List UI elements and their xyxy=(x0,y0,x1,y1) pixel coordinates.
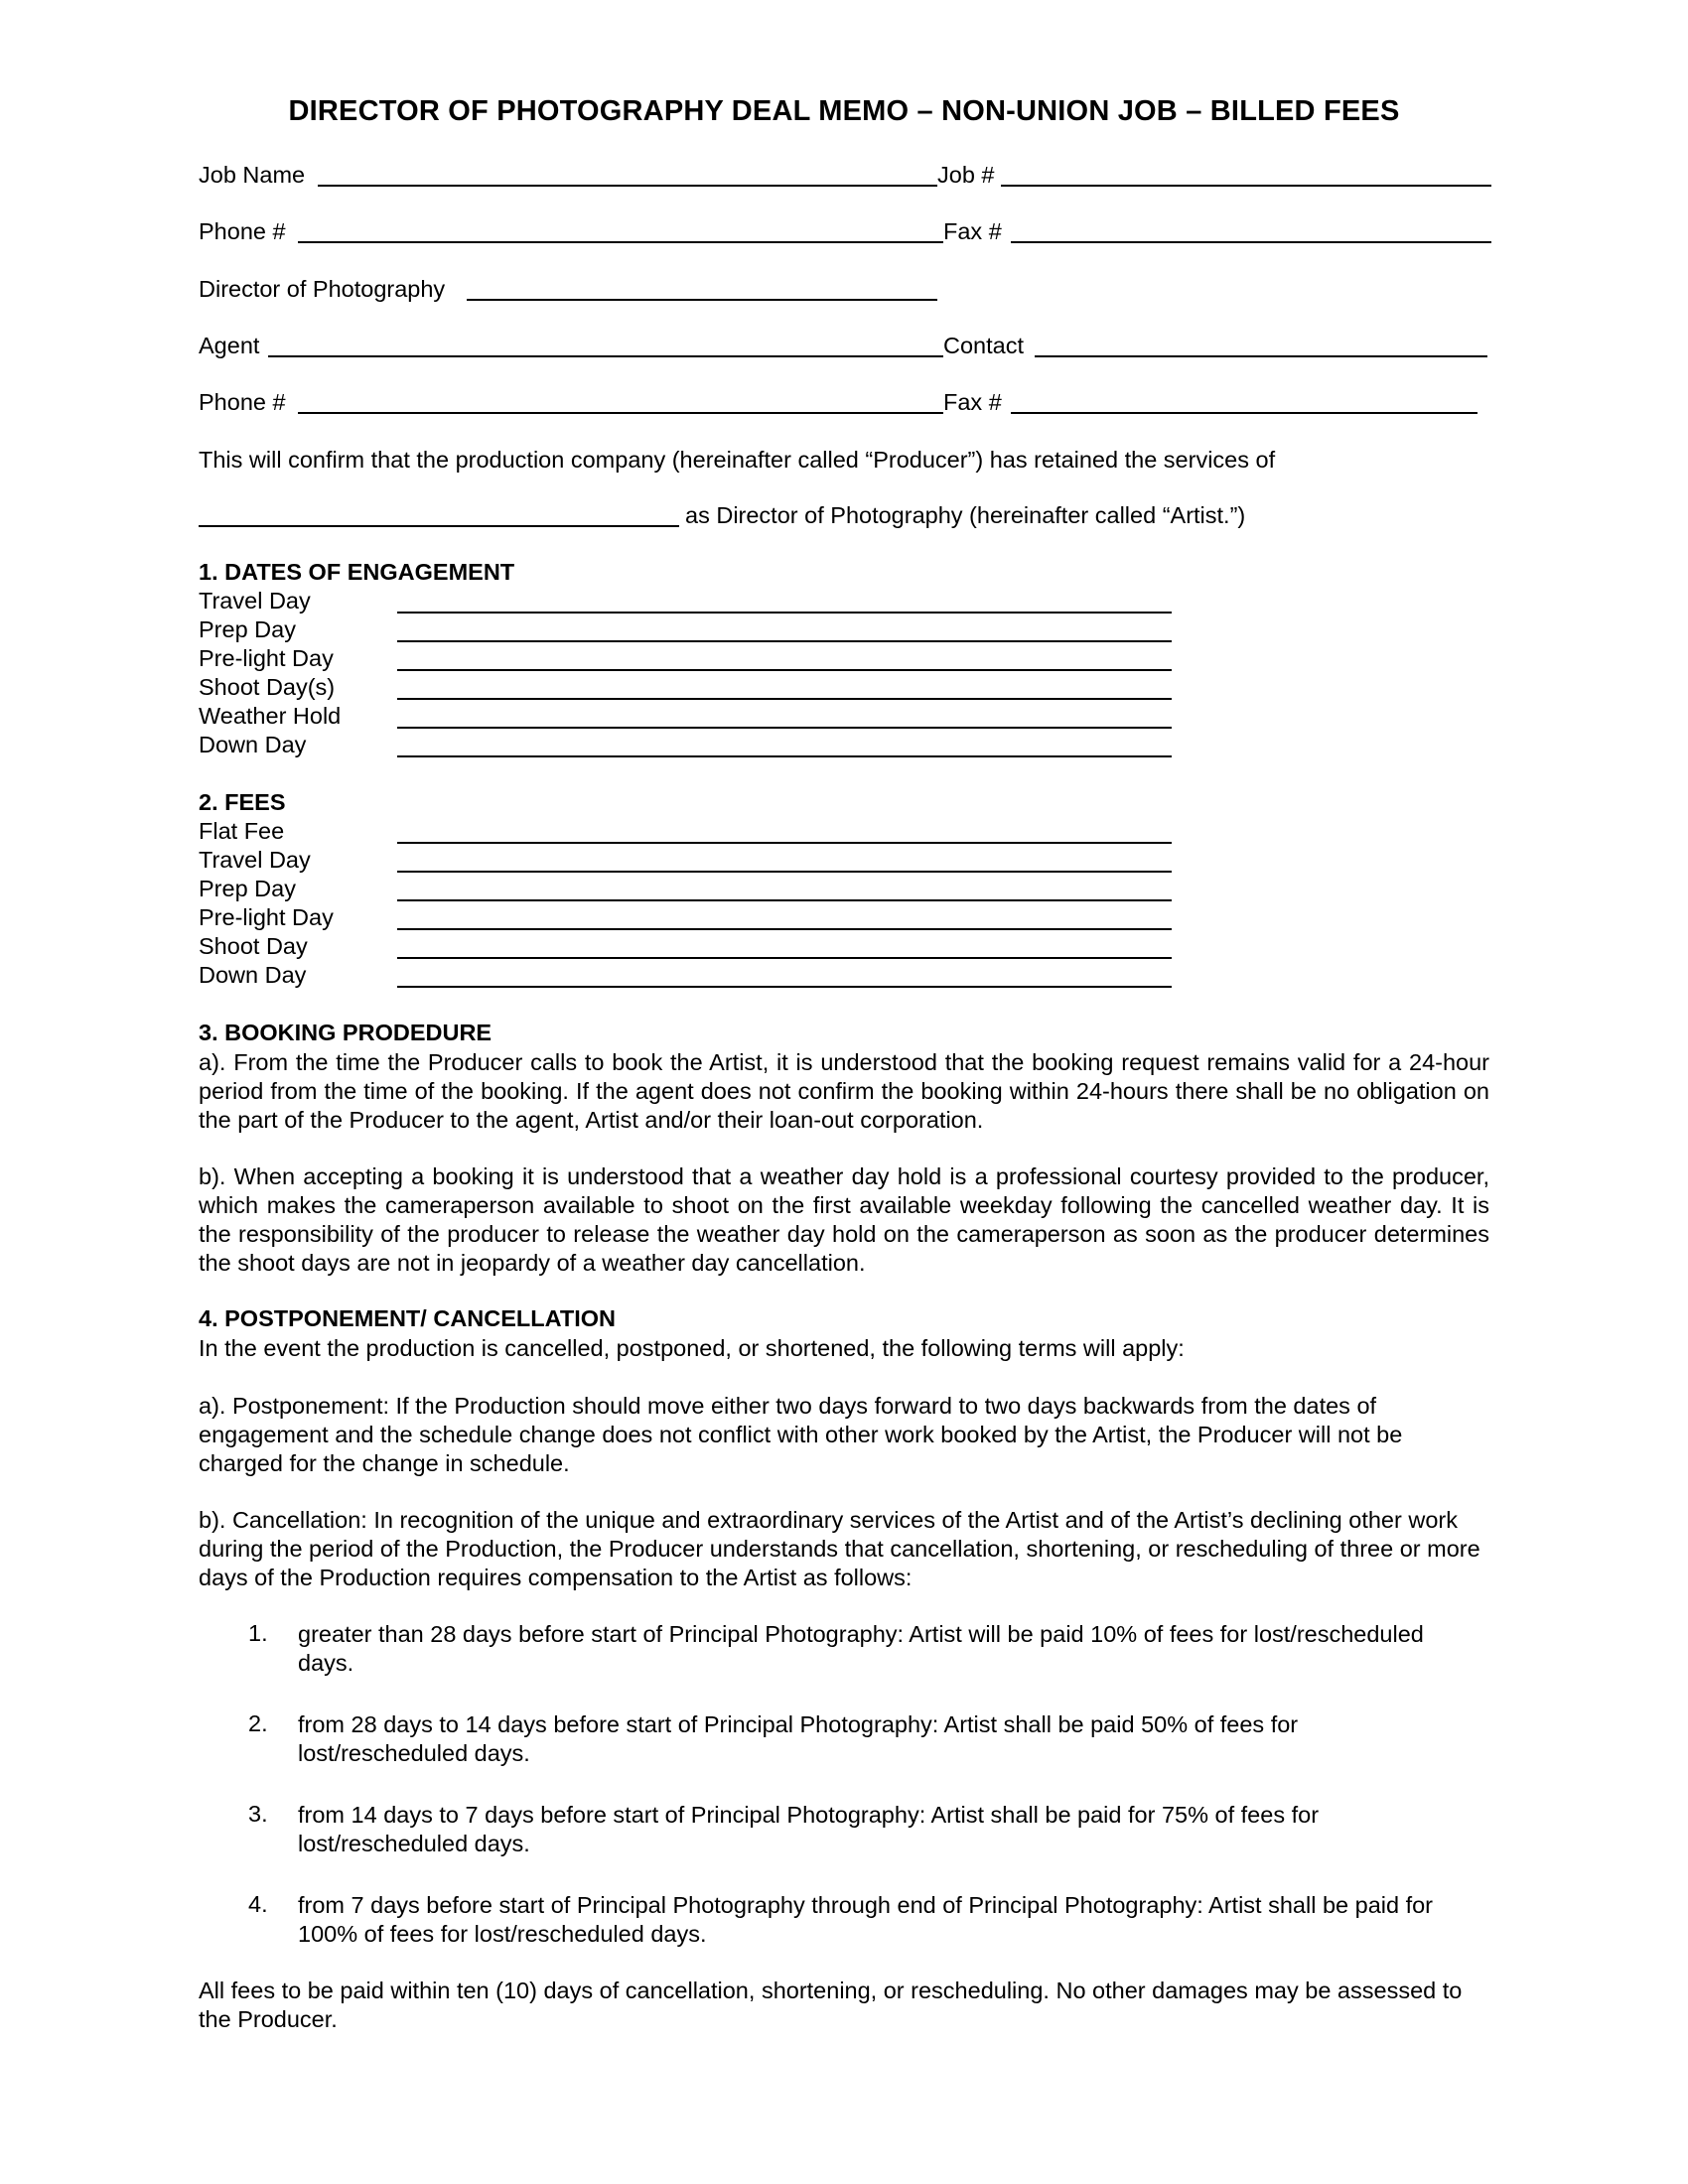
fee-label: Flat Fee xyxy=(199,818,285,844)
fee-label: Prep Day xyxy=(199,876,296,901)
phone-fax-row-1 xyxy=(199,218,1489,248)
dp-row xyxy=(199,276,1489,306)
section-3-heading: 3. BOOKING PRODEDURE xyxy=(199,1020,492,1045)
phone-fax-row-2 xyxy=(199,389,1489,419)
postponement-para: a). Postponement: If the Production should move either two days forward to two days backwards from the dates of engagement and the schedule change does not conflict with other work booked by the Artist, the Producer will not be charged for the change in schedule. xyxy=(199,1393,1403,1476)
phone-field-1[interactable] xyxy=(298,241,943,243)
closing-text: All fees to be paid within ten (10) days of cancellation, shortening, or rescheduling. No other damages may be assessed to the Producer. xyxy=(199,1978,1463,2032)
job-row xyxy=(199,162,1489,192)
engagement-row xyxy=(199,616,1489,645)
confirm-text: This will confirm that the production company (hereinafter called “Producer”) has retained the services of xyxy=(199,447,1276,473)
section-2-heading: 2. FEES xyxy=(199,789,286,815)
engagement-field[interactable] xyxy=(397,727,1172,729)
fee-label: Travel Day xyxy=(199,847,311,873)
job-name-label: Job Name xyxy=(199,162,306,188)
dp-field[interactable] xyxy=(467,299,937,301)
section-1-heading: 1. DATES OF ENGAGEMENT xyxy=(199,559,515,585)
engagement-label: Shoot Day(s) xyxy=(199,674,336,700)
compensation-item-text: from 28 days to 14 days before start of Principal Photography: Artist shall be paid 50% of fees for lost/rescheduled days. xyxy=(298,1711,1299,1766)
fax-field-1[interactable] xyxy=(1011,241,1491,243)
compensation-item-number: 1. xyxy=(248,1620,268,1646)
contact-field[interactable] xyxy=(1035,355,1487,357)
fee-label: Shoot Day xyxy=(199,933,308,959)
booking-para-b: b). When accepting a booking it is understood that a weather day hold is a professional courtesy provided to the producer, which makes the cameraperson available to shoot on the first available weekday following the cancelled weather day. It is the responsibility of the producer to release the weather day hold on the cameraperson as soon as the producer determines the shoot days are not in jeopardy of a weather day cancellation. xyxy=(199,1163,1489,1276)
engagement-row xyxy=(199,588,1489,616)
engagement-field[interactable] xyxy=(397,698,1172,700)
fee-row xyxy=(199,876,1489,904)
deal-memo-page xyxy=(199,0,1489,2184)
fee-field[interactable] xyxy=(397,842,1172,844)
document-title: DIRECTOR OF PHOTOGRAPHY DEAL MEMO – NON-UNION JOB – BILLED FEES xyxy=(288,95,1400,127)
engagement-label: Down Day xyxy=(199,732,307,757)
job-number-field[interactable] xyxy=(1001,185,1491,187)
fee-label: Down Day xyxy=(199,962,307,988)
booking-para-a: a). From the time the Producer calls to book the Artist, it is understood that the booking request remains valid for a 24-hour period from the time of the booking. If the agent does not confirm the booking within 24-hours there shall be no obligation on the part of the Producer to the agent, Artist and/or their loan-out corporation. xyxy=(199,1049,1489,1133)
fee-field[interactable] xyxy=(397,871,1172,873)
engagement-row xyxy=(199,645,1489,674)
fee-row xyxy=(199,962,1489,991)
engagement-label: Prep Day xyxy=(199,616,296,642)
section-4-heading: 4. POSTPONEMENT/ CANCELLATION xyxy=(199,1305,616,1331)
engagement-field[interactable] xyxy=(397,612,1172,614)
fee-field[interactable] xyxy=(397,928,1172,930)
cancellation-intro: In the event the production is cancelled, postponed, or shortened, the following terms will apply: xyxy=(199,1335,1185,1361)
engagement-field[interactable] xyxy=(397,755,1172,757)
compensation-item-text: greater than 28 days before start of Principal Photography: Artist will be paid 10% of fees for lost/rescheduled days. xyxy=(298,1621,1424,1676)
fee-field[interactable] xyxy=(397,986,1172,988)
confirm-text-2: as Director of Photography (hereinafter called “Artist.”) xyxy=(685,502,1246,528)
fee-row xyxy=(199,847,1489,876)
fax-label-2: Fax # xyxy=(943,389,1002,415)
engagement-row xyxy=(199,732,1489,760)
phone-field-2[interactable] xyxy=(298,412,943,414)
artist-name-row xyxy=(199,502,1489,532)
engagement-field[interactable] xyxy=(397,669,1172,671)
engagement-row xyxy=(199,703,1489,732)
fax-field-2[interactable] xyxy=(1011,412,1477,414)
engagement-field[interactable] xyxy=(397,640,1172,642)
agent-row xyxy=(199,333,1489,362)
fee-row xyxy=(199,818,1489,847)
job-number-label: Job # xyxy=(937,162,995,188)
compensation-item-number: 2. xyxy=(248,1710,268,1736)
fee-row xyxy=(199,933,1489,962)
fee-row xyxy=(199,904,1489,933)
cancellation-para: b). Cancellation: In recognition of the unique and extraordinary services of the Artist and of the Artist’s declining other work during the period of the Production, the Producer understands that cancellation, shortening, or rescheduling of three or more days of the Production requires compensation to the Artist as follows: xyxy=(199,1507,1480,1590)
compensation-item-number: 4. xyxy=(248,1891,268,1917)
contact-label: Contact xyxy=(943,333,1024,358)
fax-label-1: Fax # xyxy=(943,218,1002,244)
compensation-item-text: from 14 days to 7 days before start of Principal Photography: Artist shall be paid for 75% of fees for lost/rescheduled days. xyxy=(298,1802,1320,1856)
compensation-item-number: 3. xyxy=(248,1801,268,1827)
phone-label-2: Phone # xyxy=(199,389,286,415)
artist-name-field[interactable] xyxy=(199,525,679,527)
dp-label: Director of Photography xyxy=(199,276,446,302)
phone-label-1: Phone # xyxy=(199,218,286,244)
compensation-item-text: from 7 days before start of Principal Photography through end of Principal Photography: Artist shall be paid for 100% of fees for lost/rescheduled days. xyxy=(298,1892,1434,1947)
agent-field[interactable] xyxy=(268,355,943,357)
fee-field[interactable] xyxy=(397,957,1172,959)
job-name-field[interactable] xyxy=(318,185,937,187)
engagement-label: Weather Hold xyxy=(199,703,342,729)
engagement-label: Pre-light Day xyxy=(199,645,334,671)
agent-label: Agent xyxy=(199,333,260,358)
fee-label: Pre-light Day xyxy=(199,904,334,930)
engagement-row xyxy=(199,674,1489,703)
engagement-label: Travel Day xyxy=(199,588,311,614)
fee-field[interactable] xyxy=(397,899,1172,901)
